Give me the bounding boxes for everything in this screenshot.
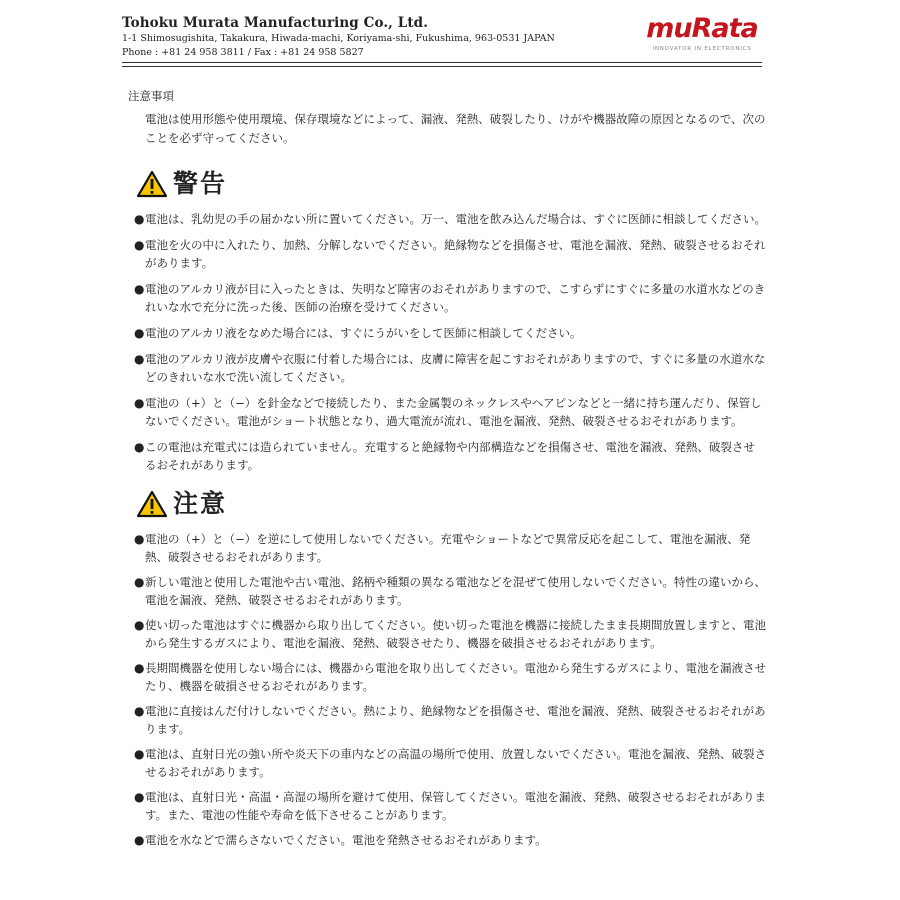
caution-list: [128, 530, 768, 849]
warning-heading: [136, 166, 768, 202]
logo-wordmark: muRata: [646, 13, 758, 44]
warning-item-text: 電池の（+）と（−）を針金などで接続したり、また金属製のネックレスやヘアピンなどと一緒に持ち運んだり、保管しないでください。電池がショート状態となり、過大電流が流れ、電池を漏液、発熱、破裂させるおそれがあります。: [145, 396, 762, 428]
bullet-icon: ●: [134, 532, 145, 546]
caution-item-text: 新しい電池と使用した電池や古い電池、銘柄や種類の異なる電池などを混ぜて使用しないでください。特性の違いから、電池を漏液、発熱、破裂させるおそれがあります。: [145, 575, 766, 607]
warning-item: [128, 236, 768, 272]
bullet-icon: ●: [134, 618, 145, 632]
header-divider-top: [122, 62, 762, 63]
bullet-icon: ●: [134, 352, 145, 366]
bullet-icon: ●: [134, 396, 145, 410]
bullet-icon: ●: [134, 704, 145, 718]
bullet-icon: ●: [134, 833, 145, 847]
bullet-icon: ●: [134, 212, 145, 226]
warning-item: [128, 394, 768, 430]
company-phone: Phone : +81 24 958 3811 / Fax : +81 24 958 5827: [122, 47, 364, 58]
warning-list: [128, 210, 768, 474]
caution-item: [128, 788, 768, 824]
warning-item: [128, 210, 768, 228]
caution-item-text: 電池の（+）と（−）を逆にして使用しないでください。充電やショートなどで異常反応を起こして、電池を漏液、発熱、破裂させるおそれがあります。: [145, 532, 751, 564]
bullet-icon: ●: [134, 661, 145, 675]
caution-item: [128, 745, 768, 781]
logo-tagline: INNOVATOR IN ELECTRONICS: [652, 46, 752, 52]
header-divider-bottom: [122, 66, 762, 67]
bullet-icon: ●: [134, 575, 145, 589]
warning-item: [128, 280, 768, 316]
bullet-icon: ●: [134, 790, 145, 804]
caution-item-text: 電池は、直射日光・高温・高湿の場所を避けて使用、保管してください。電池を漏液、発熱、破裂させるおそれがあります。また、電池の性能や寿命を低下させることがあります。: [145, 790, 766, 822]
bullet-icon: ●: [134, 440, 145, 454]
warning-item-text: 電池のアルカリ液が皮膚や衣服に付着した場合には、皮膚に障害を起こすおそれがありますので、すぐに多量の水道水などのきれいな水で洗い流してください。: [145, 352, 766, 384]
bullet-icon: ●: [134, 238, 145, 252]
letterhead: [122, 14, 762, 60]
warning-item-text: 電池のアルカリ液をなめた場合には、すぐにうがいをして医師に相談してください。: [145, 326, 582, 340]
warning-item-text: 電池のアルカリ液が目に入ったときは、失明など障害のおそれがありますので、こすらずにすぐに多量の水道水などのきれいな水で充分に洗った後、医師の治療を受けてください。: [145, 282, 766, 314]
warning-item: [128, 324, 768, 342]
caution-title: 注意: [173, 489, 228, 518]
company-name: Tohoku Murata Manufacturing Co., Ltd.: [122, 15, 429, 31]
caution-item: [128, 659, 768, 695]
caution-item: [128, 702, 768, 738]
caution-item-text: 電池を水などで濡らさないでください。電池を発熱させるおそれがあります。: [145, 833, 547, 847]
warning-item: [128, 350, 768, 386]
warning-item-text: 電池を火の中に入れたり、加熱、分解しないでください。絶縁物などを損傷させ、電池を漏液、発熱、破裂させるおそれがあります。: [145, 238, 766, 270]
murata-logo: [642, 14, 762, 52]
bullet-icon: ●: [134, 282, 145, 296]
notes-title: 注意事項: [128, 89, 174, 103]
notes-intro: 電池は使用形態や使用環境、保存環境などによって、漏液、発熱、破裂したり、けがや機器故障の原因となるので、次のことを必ず守ってください。: [145, 112, 766, 145]
caution-item-text: 電池に直接はんだ付けしないでください。熱により、絶縁物などを損傷させ、電池を漏液、発熱、破裂させるおそれがあります。: [145, 704, 766, 736]
warning-item-text: この電池は充電式には造られていません。充電すると絶縁物や内部構造などを損傷させ、電池を漏液、発熱、破裂させるおそれがあります。: [145, 440, 755, 472]
caution-item-text: 使い切った電池はすぐに機器から取り出してください。使い切った電池を機器に接続したまま長期間放置しますと、電池から発生するガスにより、電池を漏液、発熱、破裂させたり、機器を破損させるおそれがあります。: [145, 618, 766, 650]
bullet-icon: ●: [134, 326, 145, 340]
caution-item: [128, 530, 768, 566]
caution-item: [128, 616, 768, 652]
warning-title: 警告: [173, 169, 228, 198]
caution-item-text: 電池は、直射日光の強い所や炎天下の車内などの高温の場所で使用、放置しないでください。電池を漏液、発熱、破裂させるおそれがあります。: [145, 747, 766, 779]
warning-item-text: 電池は、乳幼児の手の届かない所に置いてください。万一、電池を飲み込んだ場合は、すぐに医師に相談してください。: [145, 212, 766, 226]
document-body: [128, 88, 768, 849]
caution-item: [128, 831, 768, 849]
caution-heading: [136, 486, 768, 522]
warning-triangle-icon: [136, 490, 168, 518]
caution-item: [128, 573, 768, 609]
bullet-icon: ●: [134, 747, 145, 761]
company-address: 1-1 Shimosugishita, Takakura, Hiwada-machi, Koriyama-shi, Fukushima, 963-0531 JAPAN: [122, 33, 555, 44]
caution-item-text: 長期間機器を使用しない場合には、機器から電池を取り出してください。電池から発生するガスにより、電池を漏液させたり、機器を破損させるおそれがあります。: [145, 661, 766, 693]
warning-triangle-icon: [136, 170, 168, 198]
warning-item: [128, 438, 768, 474]
